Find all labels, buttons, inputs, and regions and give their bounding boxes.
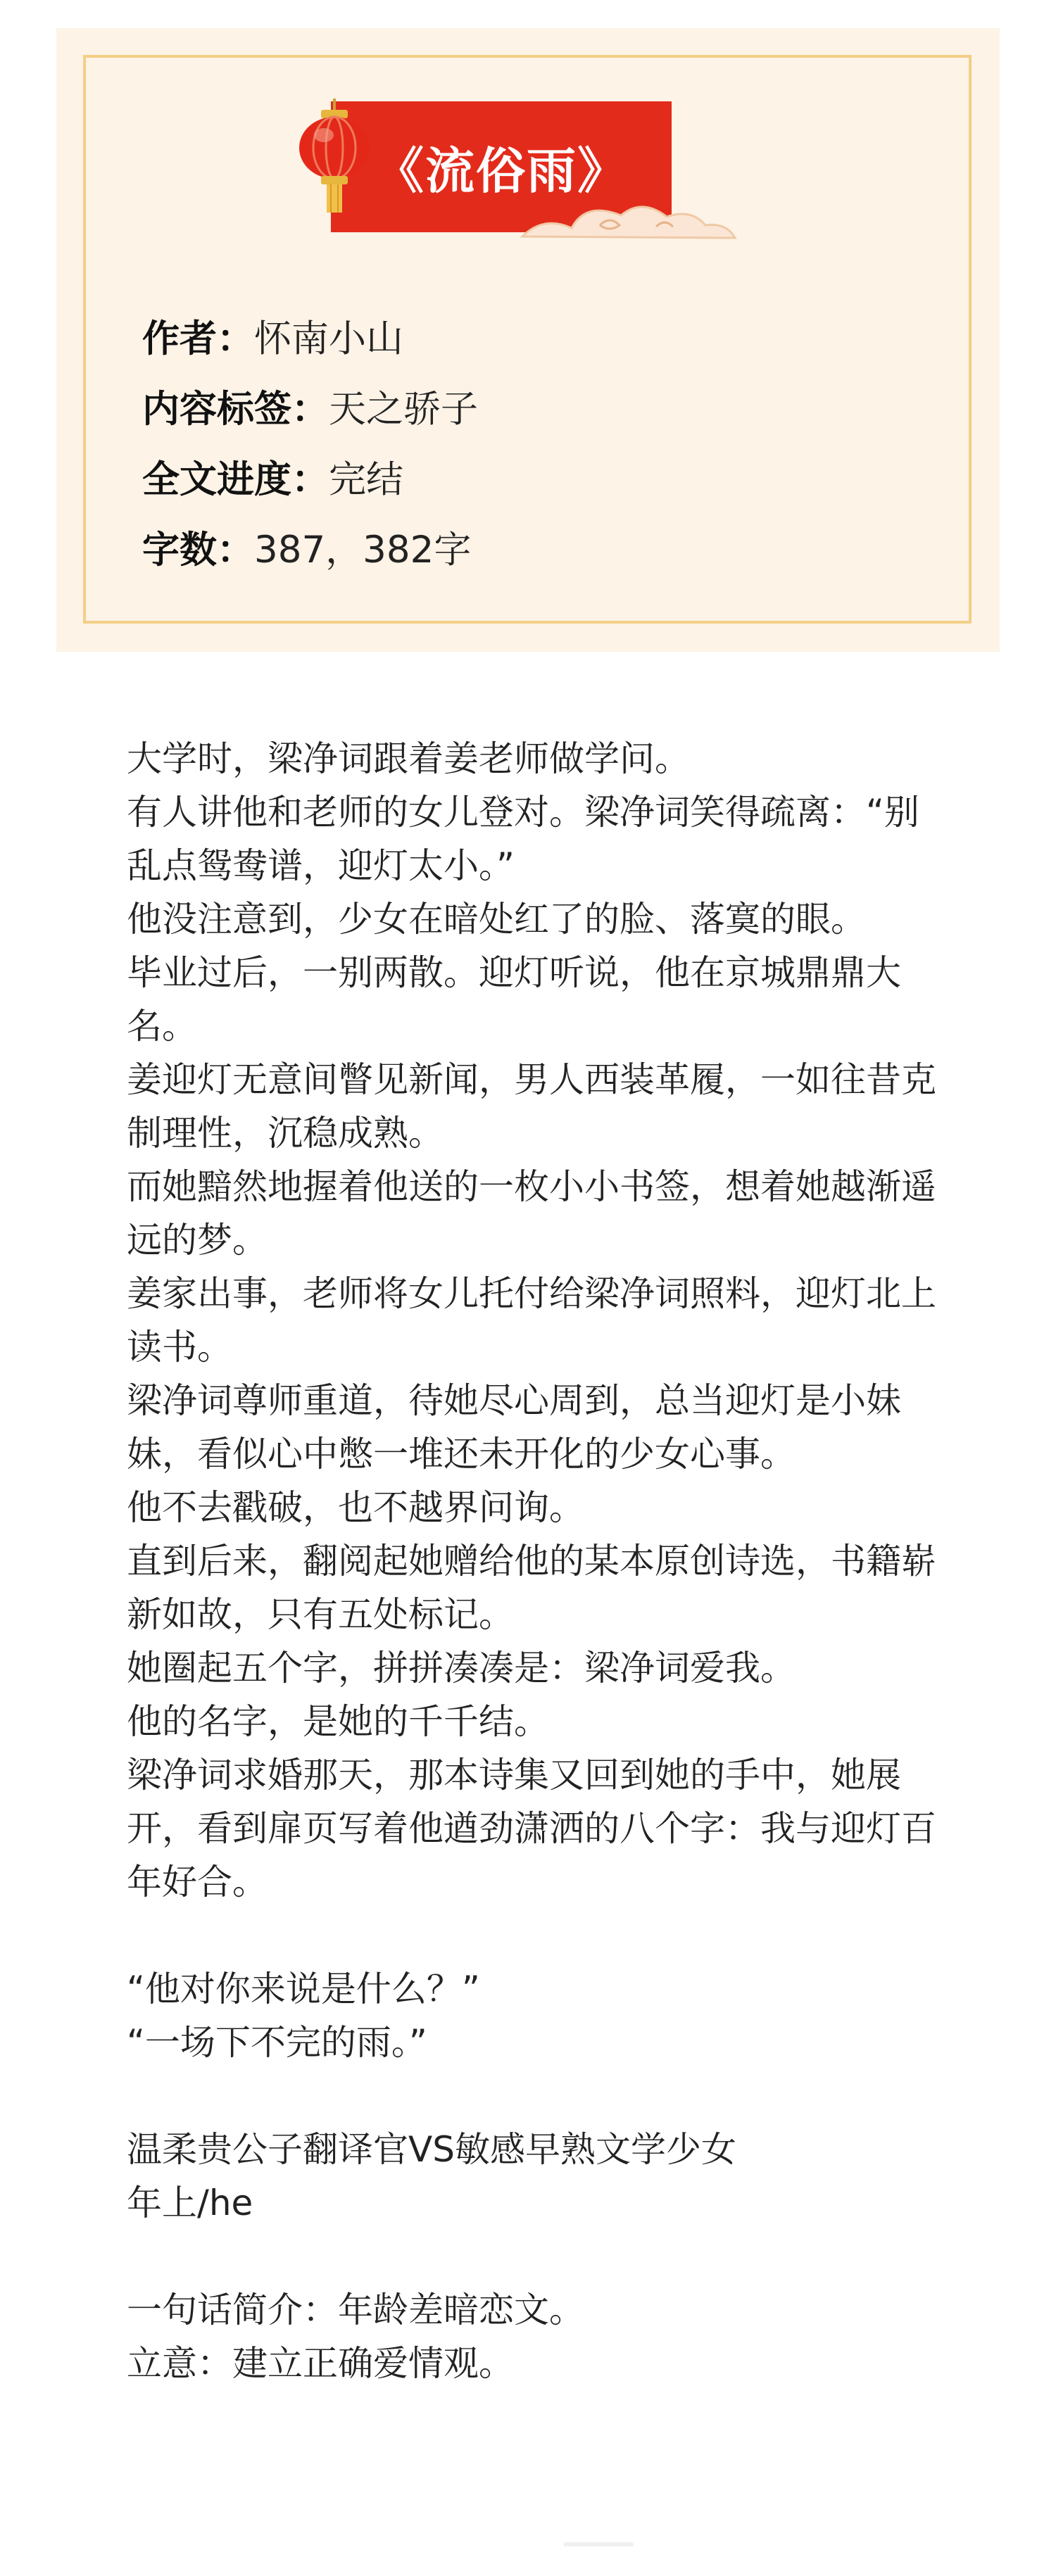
- meta-wordcount: [142, 515, 478, 586]
- book-meta-list: [142, 304, 478, 586]
- paragraph-gap: [127, 2230, 950, 2283]
- meta-value: 怀南小山: [254, 317, 403, 360]
- meta-key: 内容标签：: [142, 388, 329, 431]
- synopsis-text: [127, 732, 950, 2390]
- meta-key: 作者：: [142, 317, 254, 360]
- meta-value: 完结: [329, 458, 403, 501]
- paragraph: 他不去戳破，也不越界问询。: [127, 1487, 584, 1528]
- book-title: 《流俗雨》: [375, 141, 628, 200]
- paragraph: 他的名字，是她的千千结。: [127, 1701, 549, 1742]
- paragraph: 一句话简介：年龄差暗恋文。: [127, 2290, 584, 2330]
- meta-value: 387，382字: [254, 529, 472, 572]
- cloud-icon: [515, 194, 741, 251]
- paragraph: 而她黯然地握着他送的一枚小小书签，想着她越渐遥远的梦。: [127, 1166, 936, 1261]
- book-info-card: [56, 28, 1000, 652]
- paragraph: 直到后来，翻阅起她赠给他的某本原创诗选，书籍崭新如故，只有五处标记。: [127, 1541, 936, 1635]
- paragraph: 年上/he: [127, 2183, 253, 2223]
- paragraph-gap: [127, 1909, 950, 1962]
- paragraph: 梁净词尊师重道，待她尽心周到，总当迎灯是小妹妹，看似心中憋一堆还未开化的少女心事。: [127, 1380, 901, 1475]
- scroll-indicator: [563, 2542, 634, 2546]
- paragraph: 温柔贵公子翻译官VS敏感早熟文学少女: [127, 2129, 736, 2170]
- paragraph: 他没注意到，少女在暗处红了的脸、落寞的眼。: [127, 899, 866, 940]
- paragraph: “他对你来说是什么？”: [127, 1969, 480, 2009]
- meta-key: 全文进度：: [142, 458, 329, 501]
- paragraph: 毕业过后，一别两散。迎灯听说，他在京城鼎鼎大名。: [127, 952, 901, 1047]
- paragraph: “一场下不完的雨。”: [127, 2022, 427, 2063]
- paragraph: 梁净词求婚那天，那本诗集又回到她的手中，她展开，看到扉页写着他遒劲潇洒的八个字：我与迎灯百年好合。: [127, 1755, 936, 1902]
- meta-key: 字数：: [142, 529, 254, 572]
- paragraph: 她圈起五个字，拼拼凑凑是：梁净词爱我。: [127, 1648, 796, 1688]
- meta-tags: [142, 374, 478, 445]
- paragraph: 立意：建立正确爱情观。: [127, 2343, 514, 2384]
- paragraph: 有人讲他和老师的女儿登对。梁净词笑得疏离：“别乱点鸳鸯谱，迎灯太小。”: [127, 792, 919, 886]
- paragraph-gap: [127, 2069, 950, 2123]
- meta-value: 天之骄子: [329, 388, 478, 431]
- paragraph: 姜家出事，老师将女儿托付给梁净词照料，迎灯北上读书。: [127, 1273, 936, 1368]
- meta-author: [142, 304, 478, 374]
- paragraph: 姜迎灯无意间瞥见新闻，男人西装革履，一如往昔克制理性，沉稳成熟。: [127, 1059, 936, 1154]
- paragraph: 大学时，梁净词跟着姜老师做学问。: [127, 738, 690, 779]
- lantern-icon: [296, 99, 373, 218]
- meta-progress: [142, 445, 478, 515]
